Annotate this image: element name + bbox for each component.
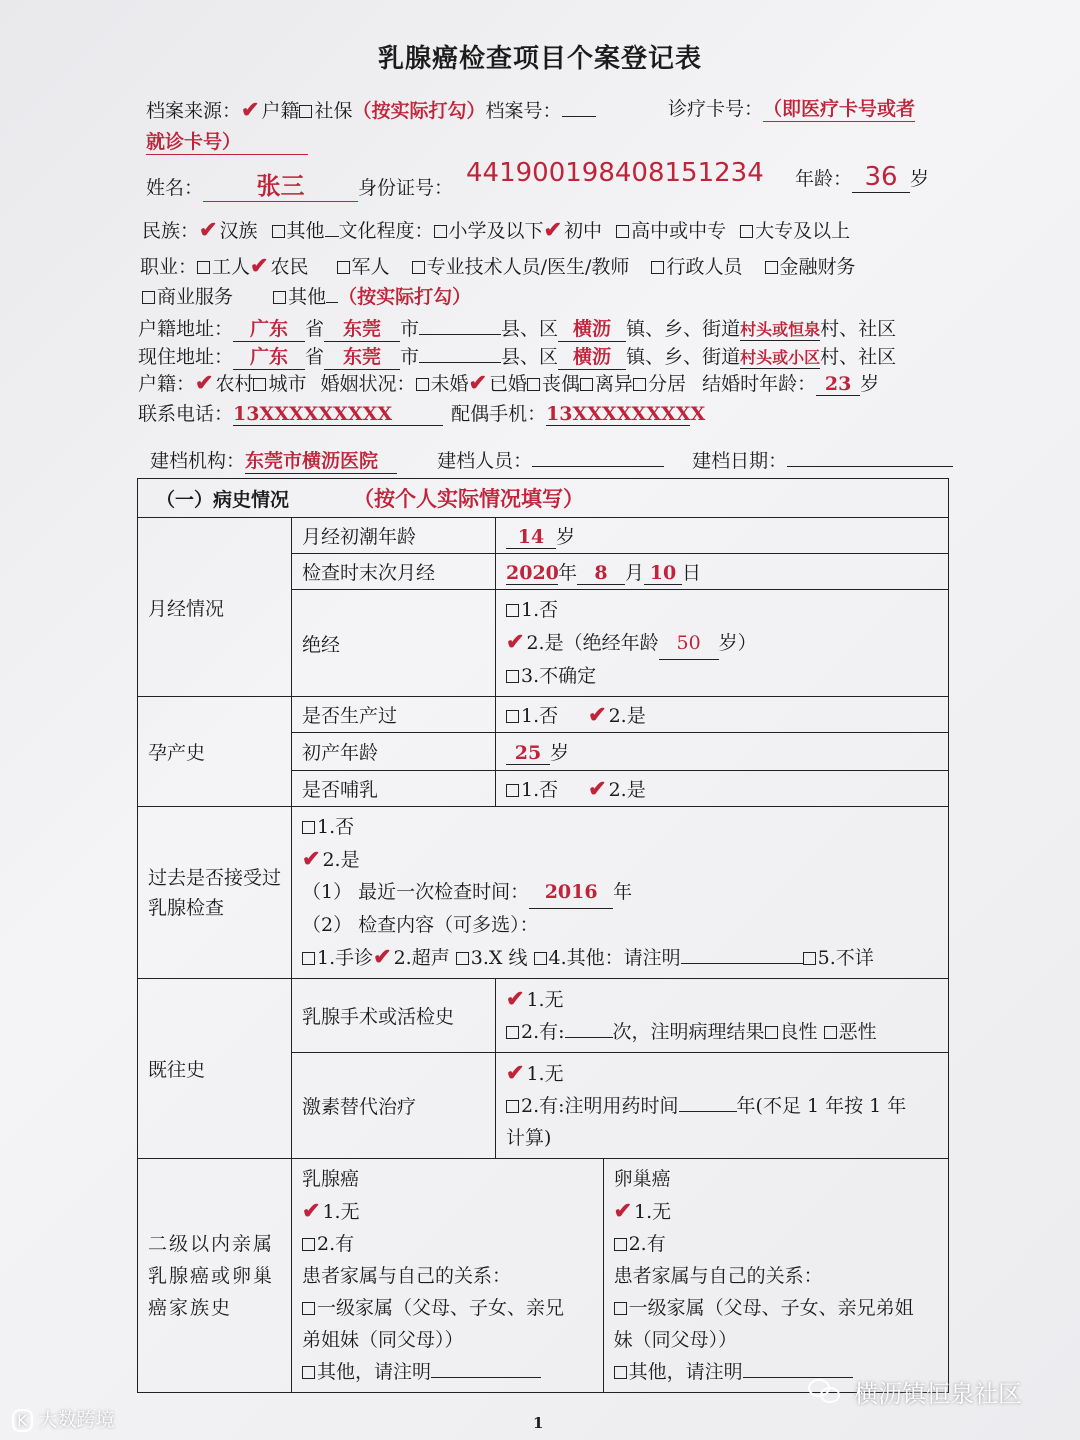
marry-age-value: 23: [816, 373, 860, 396]
check-mark-icon: ✔: [302, 1198, 321, 1224]
check-mark-icon: ✔: [250, 253, 269, 279]
checkbox-icon: [616, 225, 629, 238]
org-value: 东莞市横沥医院: [245, 446, 397, 474]
name-row: 姓名： 张三 身份证号：: [146, 166, 453, 202]
checkbox-icon: [337, 261, 350, 274]
first-birth-age: 25: [506, 742, 550, 765]
marriage-row: 户籍：✔ 农村 城市 婚姻状况： 未婚✔ 已婚 丧偶 离异 分居 结婚时年龄： 23 岁: [138, 370, 880, 396]
name-value: 张三: [203, 166, 358, 202]
checkbox-icon: [506, 670, 519, 683]
current-address-row: 现住地址： 广东 省 东莞 市 县、区 横沥 镇、乡、街道村头或小区村、社区: [138, 342, 896, 370]
age-value: 36: [852, 162, 910, 193]
pregnancy-group-label: 孕产史: [138, 697, 292, 807]
medical-history-table: （一）病史情况 （按个人实际情况填写） 月经情况 月经初潮年龄 14 岁 检查时末次月经 2020年 8 月 10 日 绝经 1.否 ✔ 2.是（绝经年龄 50 岁） 3.不确定 孕产史 是否生产过 1.否 ✔ 2.是 初产年龄 25 岁 是否哺乳 1.否 ✔ 2.是 过去是否接受过乳腺检查 1.否 ✔ 2.是 （1） 最近一次检查时间： 2016 年 （2） 检查内容（可多选）： 1.手诊✔ 2.超声 3.X 线 4.其他：请注明 5.不详 既往史 乳腺手术或活检史 ✔ 1.无 2.有: 次，注明病理结果 良性 恶性 激素替代治疗 ✔ 1.无 2.有:注明用药时间 年(不足 1 年按 1 年 计算) 二级以内亲属乳腺癌或卵巢癌家族史 乳腺癌 ✔ 1.无 2.有 患者家属与自己的关系： 一级家属（父母、子女、亲兄 弟姐妹（同父母）） 其他，请注明 卵巢癌 ✔ 1.无 2.有 患者家属与自己的关系： 一级家属（父母、子女、亲兄弟姐 妹（同父母）） 其他，请注明: [137, 478, 949, 1393]
checkbox-icon: [506, 1100, 519, 1113]
breast-cancer-cell: 乳腺癌 ✔ 1.无 2.有 患者家属与自己的关系： 一级家属（父母、子女、亲兄 弟姐妹（同父母）） 其他，请注明: [292, 1159, 604, 1393]
check-mark-icon: ✔: [506, 1060, 525, 1086]
checkbox-icon: [803, 952, 816, 965]
checkbox-icon: [765, 261, 778, 274]
checkbox-icon: [272, 225, 285, 238]
checkbox-icon: [412, 261, 425, 274]
checkbox-icon: [651, 261, 664, 274]
checkbox-icon: [527, 378, 540, 391]
check-mark-icon: ✔: [302, 846, 321, 872]
ovarian-cancer-cell: 卵巢癌 ✔ 1.无 2.有 患者家属与自己的关系： 一级家属（父母、子女、亲兄弟姐 妹（同父母）） 其他，请注明: [603, 1159, 948, 1393]
check-mark-icon: ✔: [588, 776, 607, 802]
check-mark-icon: ✔: [195, 370, 214, 396]
card-note-cont: 就诊卡号）: [146, 127, 308, 155]
checkbox-icon: [506, 784, 519, 797]
family-group-label: 二级以内亲属乳腺癌或卵巢癌家族史: [138, 1159, 292, 1393]
hukou-address-row: 户籍地址： 广东 省 东莞 市 县、区 横沥 镇、乡、街道村头或恒泉村、社区: [138, 314, 896, 342]
job-row-2: 商业服务 其他 （按实际打勾）: [142, 282, 471, 309]
section-heading: （一）病史情况: [156, 489, 290, 511]
page-number: 1: [533, 1414, 544, 1432]
job-row: 职业： 工人✔ 农民 军人 专业技术人员/医生/教师 行政人员 金融财务: [140, 253, 856, 279]
watermark-left: K 大数跨境: [12, 1405, 115, 1432]
exam-recent-year: 2016: [529, 876, 613, 909]
check-mark-icon: ✔: [506, 986, 525, 1012]
checkbox-icon: [534, 952, 547, 965]
check-mark-icon: ✔: [588, 702, 607, 728]
check-mark-icon: ✔: [373, 944, 392, 970]
check-mark-icon: ✔: [506, 629, 525, 655]
age-row: 年龄： 36 岁: [795, 162, 930, 192]
phone-value: 13XXXXXXXXX: [233, 403, 443, 426]
checkbox-icon: [302, 952, 315, 965]
checkbox-icon: [434, 225, 447, 238]
checkbox-icon: [506, 710, 519, 723]
check-mark-icon: ✔: [241, 97, 260, 123]
section-note: （按个人实际情况填写）: [353, 486, 585, 511]
check-mark-icon: ✔: [613, 1198, 633, 1224]
checkbox-icon: [302, 1302, 315, 1315]
checkbox-icon: [302, 821, 315, 834]
wechat-icon: [808, 1377, 844, 1407]
card-note: （即医疗卡号或者: [763, 94, 915, 122]
watermark-right: 横沥镇恒泉社区: [808, 1374, 1022, 1409]
menses-group-label: 月经情况: [138, 518, 292, 697]
checkbox-icon: [740, 225, 753, 238]
phone-row: 联系电话：13XXXXXXXXX 配偶手机：13XXXXXXXXX: [138, 403, 706, 425]
form-title: 乳腺癌检查项目个案登记表: [377, 44, 702, 74]
past-exam-group-label: 过去是否接受过乳腺检查: [138, 807, 292, 979]
checkbox-icon: [765, 1026, 778, 1039]
checkbox-icon: [580, 378, 593, 391]
checkbox-icon: [633, 378, 646, 391]
brand-logo-icon: K: [12, 1409, 33, 1432]
checkbox-icon: [614, 1238, 627, 1251]
check-mark-icon: ✔: [543, 217, 562, 243]
source-row: 档案来源：✔ 户籍 社保（按实际打勾）档案号：: [146, 96, 596, 123]
checkbox-icon: [456, 952, 469, 965]
checkbox-icon: [614, 1302, 627, 1315]
checkbox-icon: [506, 1026, 519, 1039]
checkbox-icon: [302, 1238, 315, 1251]
checkbox-icon: [273, 291, 286, 304]
org-row: 建档机构：东莞市横沥医院 建档人员： 建档日期：: [150, 446, 953, 474]
checkbox-icon: [416, 378, 429, 391]
spouse-phone-value: 13XXXXXXXXX: [546, 403, 706, 425]
history-group-label: 既往史: [138, 979, 292, 1159]
ethnic-row: 民族：✔ 汉族 其他 文化程度： 小学及以下✔ 初中 高中或中专 大专及以上: [142, 217, 851, 243]
check-mark-icon: ✔: [468, 370, 487, 396]
checkbox-icon: [299, 105, 312, 118]
checkbox-icon: [253, 378, 266, 391]
check-mark-icon: ✔: [199, 217, 218, 243]
checkbox-icon: [506, 604, 519, 617]
source-note: （按实际打勾）: [352, 100, 486, 122]
checkbox-icon: [142, 291, 155, 304]
checkbox-icon: [302, 1366, 315, 1379]
checkbox-icon: [614, 1366, 627, 1379]
menarche-value: 14: [506, 526, 556, 549]
checkbox-icon: [197, 261, 210, 274]
id-number: 441900198408151234: [466, 158, 764, 188]
card-row: 诊疗卡号：（即医疗卡号或者: [668, 94, 915, 122]
checkbox-icon: [824, 1026, 837, 1039]
